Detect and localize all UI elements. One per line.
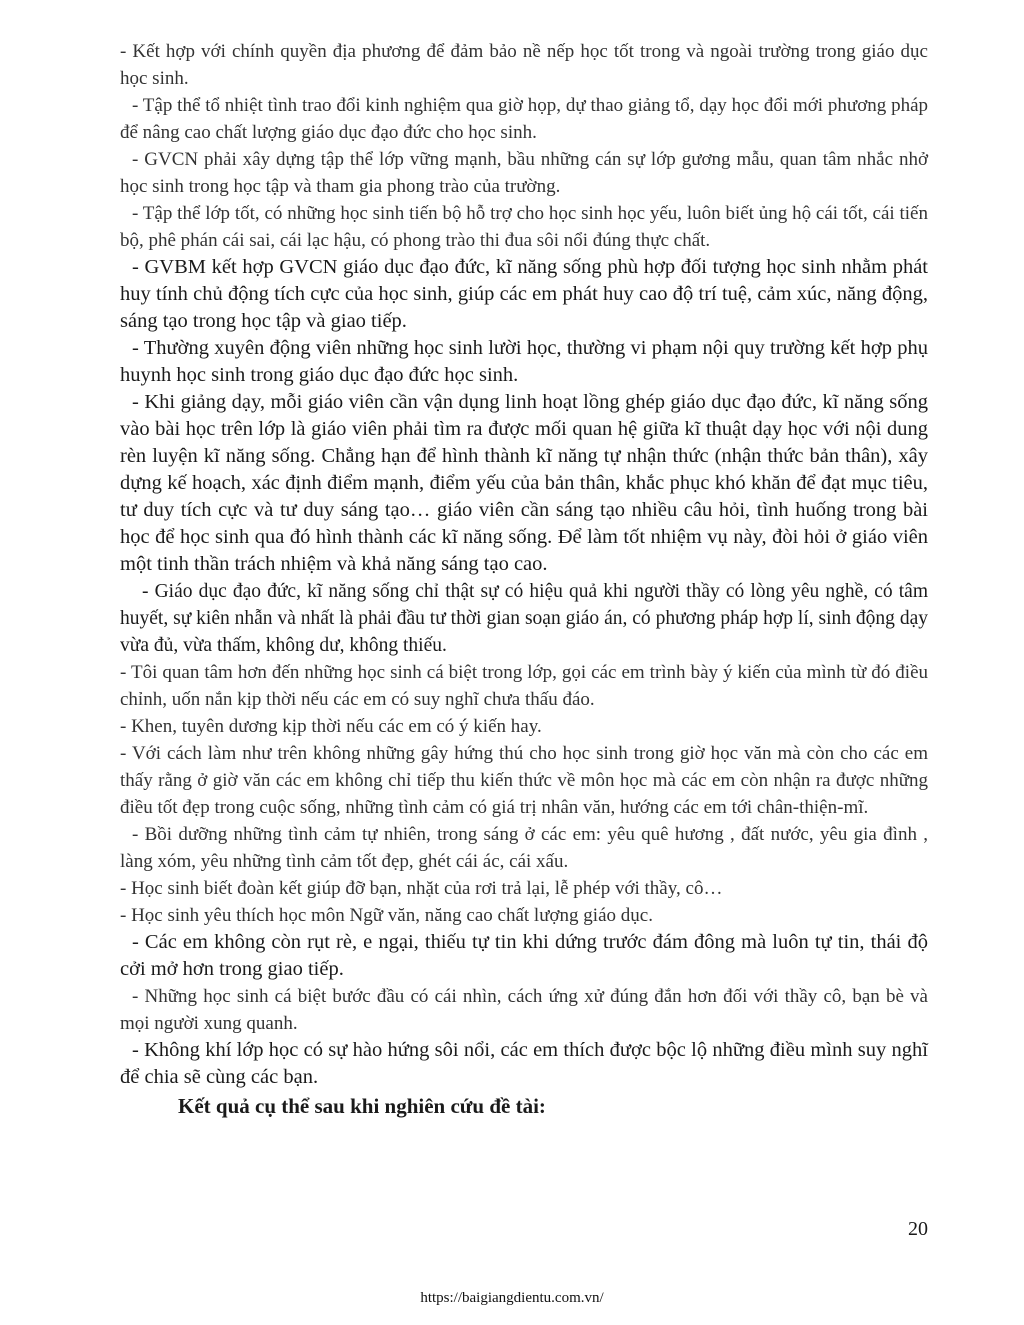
paragraph-6: - Thường xuyên động viên những học sinh lười học, thường vi phạm nội quy trường kết hợp phụ huynh học sinh trong giáo dục đạo đức học sinh. — [120, 337, 928, 386]
page-number: 20 — [908, 1218, 928, 1240]
paragraph-14: - Học sinh yêu thích học môn Ngữ văn, năng cao chất lượng giáo dục. — [120, 905, 653, 926]
paragraph-9: - Tôi quan tâm hơn đến những học sinh cá biệt trong lớp, gọi các em trình bày ý kiến của mình từ đó điều chỉnh, uốn nắn kịp thời nếu các em có suy nghĩ chưa thấu đáo. — [120, 662, 928, 710]
paragraph-12: - Bồi dưỡng những tình cảm tự nhiên, trong sáng ở các em: yêu quê hương , đất nước, yêu gia đình , làng xóm, yêu những tình cảm tốt đẹp, ghét cái ác, cái xấu. — [120, 824, 928, 872]
paragraph-2: - Tập thể tổ nhiệt tình trao đổi kinh nghiệm qua giờ họp, dự thao giảng tổ, dạy học đổi mới phương pháp để nâng cao chất lượng giáo dục đạo đức cho học sinh. — [120, 95, 928, 143]
paragraph-11: - Với cách làm như trên không những gây hứng thú cho học sinh trong giờ học văn mà còn cho các em thấy rằng ở giờ văn các em không chỉ tiếp thu kiến thức về môn học mà các em còn nhận ra được những điều tốt đẹp trong cuộc sống, những tình cảm có giá trị nhân văn, hướng các em tới chân-thiện-mĩ. — [120, 743, 928, 818]
paragraph-17: - Không khí lớp học có sự hào hứng sôi nổi, các em thích được bộc lộ những điều mình suy nghĩ để chia sẽ cùng các bạn. — [120, 1039, 928, 1088]
paragraph-16: - Những học sinh cá biệt bước đầu có cái nhìn, cách ứng xử đúng đắn hơn đối với thầy cô, bạn bè và mọi người xung quanh. — [120, 986, 928, 1034]
paragraph-4: - Tập thể lớp tốt, có những học sinh tiến bộ hỗ trợ cho học sinh học yếu, luôn biết ủng hộ cái tốt, cái tiến bộ, phê phán cái sai, cái lạc hậu, có phong trào thi đua sôi nổi đúng thực chất. — [120, 203, 928, 251]
paragraph-3: - GVCN phải xây dựng tập thể lớp vững mạnh, bầu những cán sự lớp gương mẫu, quan tâm nhắc nhở học sinh trong học tập và tham gia phong trào của trường. — [120, 149, 928, 197]
body-text — [120, 38, 928, 1120]
paragraph-5: - GVBM kết hợp GVCN giáo dục đạo đức, kĩ năng sống phù hợp đối tượng học sinh nhằm phát huy tính chủ động tích cực của học sinh, giúp các em phát huy cao độ trí tuệ, cảm xúc, năng động, sáng tạo trong học tập và giao tiếp. — [120, 256, 928, 332]
paragraph-10: - Khen, tuyên dương kịp thời nếu các em có ý kiến hay. — [120, 716, 542, 737]
paragraph-1: - Kết hợp với chính quyền địa phương để đảm bảo nề nếp học tốt trong và ngoài trường trong giáo dục học sinh. — [120, 41, 928, 89]
paragraph-15: - Các em không còn rụt rè, e ngại, thiếu tự tin khi dứng trước đám đông mà luôn tự tin, thái độ cởi mở hơn trong giao tiếp. — [120, 931, 928, 980]
section-heading: Kết quả cụ thể sau khi nghiên cứu đề tài: — [178, 1094, 546, 1118]
paragraph-13: - Học sinh biết đoàn kết giúp đỡ bạn, nhặt của rơi trả lại, lễ phép với thầy, cô… — [120, 878, 723, 899]
footer-url[interactable]: https://baigiangdientu.com.vn/ — [420, 1290, 604, 1306]
paragraph-8: - Giáo dục đạo đức, kĩ năng sống chỉ thật sự có hiệu quả khi người thầy có lòng yêu nghề, có tâm huyết, sự kiên nhẫn và nhất là phải đầu tư thời gian soạn giáo án, có phương pháp hợp lí, sinh động dạy vừa đủ, vừa thấm, không dư, không thiếu. — [120, 581, 928, 656]
paragraph-7: - Khi giảng dạy, mỗi giáo viên cần vận dụng linh hoạt lồng ghép giáo dục đạo đức, kĩ năng sống vào bài học trên lớp là giáo viên phải tìm ra được mối quan hệ giữa kĩ thuật dạy học với nội dung rèn luyện kĩ năng sống. Chẳng hạn để hình thành kĩ năng tự nhận thức (nhận thức bản thân), xây dựng kế hoạch, xác định điểm mạnh, điểm yếu của bản thân, khắc phục khó khăn để đạt mục tiêu, tư duy tích cực và tư duy sáng tạo… giáo viên cần sáng tạo nhiều câu hỏi, tình huống trong bài học để học sinh qua đó hình thành các kĩ năng sống. Để làm tốt nhiệm vụ này, đòi hỏi ở giáo viên một tinh thần trách nhiệm và khả năng sáng tạo cao. — [120, 391, 928, 575]
